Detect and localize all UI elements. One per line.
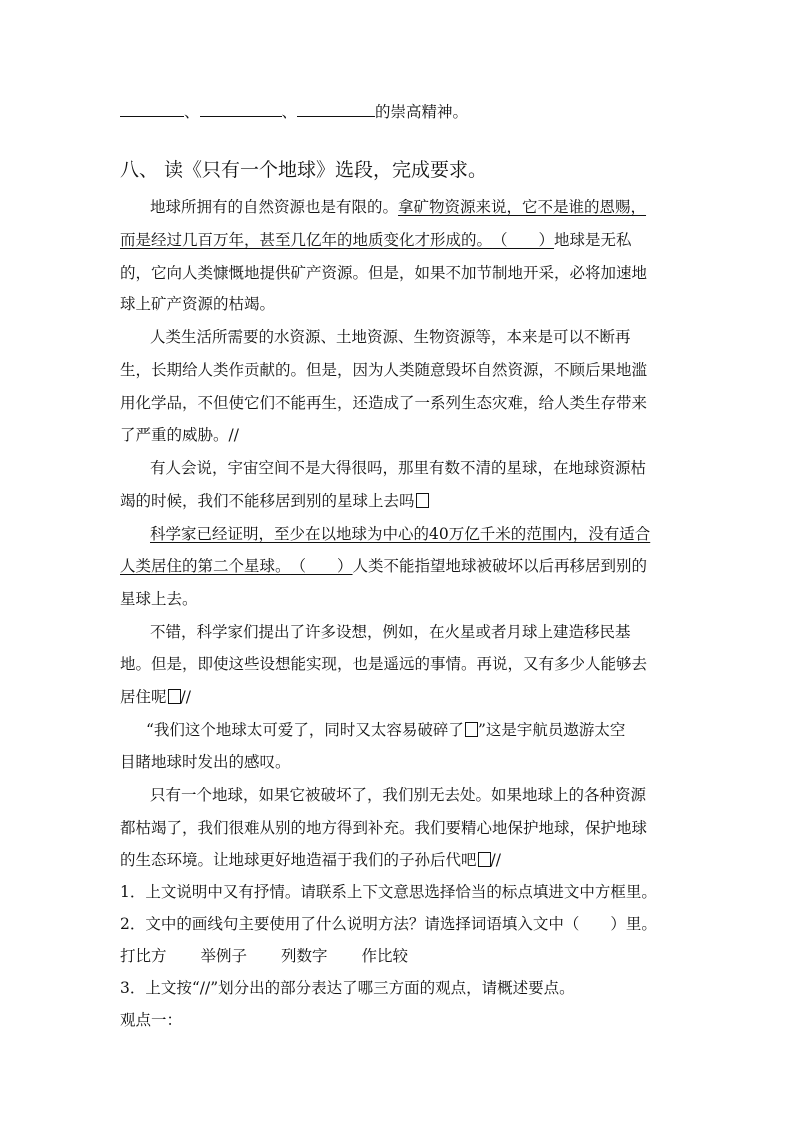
passage-line: 的，它向人类慷慨地提供矿产资源。但是，如果不加节制地开采，必将加速地	[120, 264, 648, 282]
passage-line: 生，长期给人类作贡献的。但是，因为人类随意毁坏自然资源，不顾后果地滥	[120, 361, 648, 379]
question-3: 3．上文按“//”划分出的部分表达了哪三方面的观点，请概述要点。	[120, 979, 575, 997]
passage-line	[120, 490, 674, 512]
passage-line: 只有一个地球，如果它被破坏了，我们别无去处。如果地球上的各种资源	[150, 786, 647, 804]
passage-text: ”这是宇航员遨游太空	[477, 721, 626, 739]
passage-line: 球上矿产资源的枯竭。	[120, 295, 276, 313]
separator: 、	[184, 103, 200, 121]
underlined-sentence: 科学家已经证明，至少在以地球为中心的40万亿千米的范围内，没有适合	[150, 525, 651, 543]
passage-line: 星球上去。	[120, 590, 198, 608]
passage-text: 的生态环境。让地球更好地造福于我们的子孙后代吧	[120, 851, 477, 869]
underlined-sentence: 拿矿物资源来说，它不是谁的恩赐，	[398, 198, 647, 216]
word-option: 打比方	[120, 947, 167, 965]
passage-line	[150, 523, 674, 545]
punctuation-box[interactable]	[478, 852, 491, 867]
passage-line: 地。但是，即使这些设想能实现，也是遥远的事情。再说，又有多少人能够去	[120, 655, 648, 673]
question-1: 1．上文说明中又有抒情。请联系上下文意思选择恰当的标点填进文中方框里。	[120, 883, 657, 901]
answer-blank-1[interactable]	[120, 102, 184, 117]
passage-line: 了严重的威胁。//	[120, 426, 239, 444]
punctuation-box[interactable]	[416, 493, 429, 508]
passage-text: 地球所拥有的自然资源也是有限的。	[150, 198, 399, 216]
passage-text: 竭的时候，我们不能移居到别的星球上去吗	[120, 492, 415, 510]
passage-line	[120, 686, 674, 708]
passage-text: 地球是无私	[554, 231, 632, 249]
passage-text: “我们这个地球太可爱了，同时又太容易破碎了	[146, 721, 464, 739]
passage-line: 目睹地球时发出的感叹。	[120, 753, 291, 771]
word-options	[120, 945, 674, 967]
passage-line	[150, 196, 674, 218]
word-option: 举例子	[200, 947, 248, 965]
fill-in-tail: 的崇高精神。	[375, 103, 469, 121]
answer-parentheses[interactable]: （ ）	[290, 557, 353, 575]
section-divider-mark: //	[180, 688, 191, 706]
passage-line	[146, 719, 674, 741]
passage-line	[120, 555, 674, 577]
answer-blank-3[interactable]	[297, 102, 375, 117]
punctuation-box[interactable]	[168, 689, 181, 704]
passage-text: 人类不能指望地球被破坏以后再移居到别的	[352, 557, 648, 575]
section-heading: 八、 读《只有一个地球》选段，完成要求。	[120, 159, 488, 181]
word-option: 列数字	[281, 947, 328, 965]
punctuation-box[interactable]	[465, 722, 478, 737]
viewpoint-one-label: 观点一：	[120, 1011, 183, 1029]
passage-line: 不错，科学家们提出了许多设想，例如，在火星或者月球上建造移民基	[150, 623, 631, 641]
passage-line: 有人会说，宇宙空间不是大得很吗，那里有数不清的星球，在地球资源枯	[150, 459, 647, 477]
answer-parentheses[interactable]: （ ）	[492, 231, 555, 249]
word-option: 作比较	[361, 947, 409, 965]
passage-line: 人类生活所需要的水资源、土地资源、生物资源等，本来是可以不断再	[150, 328, 631, 346]
passage-line: 都枯竭了，我们很难从别的地方得到补充。我们要精心地保护地球，保护地球	[120, 819, 648, 837]
separator: 、	[281, 103, 298, 121]
question-2: 2．文中的画线句主要使用了什么说明方法？请选择词语填入文中（ ）里。	[120, 915, 657, 933]
fill-in-line	[120, 101, 674, 123]
answer-blank-2[interactable]	[200, 102, 282, 117]
passage-line	[120, 229, 674, 251]
underlined-sentence: 而是经过几百万年，甚至几亿年的地质变化才形成的。	[120, 231, 493, 249]
underlined-sentence: 人类居住的第二个星球。	[120, 557, 291, 575]
section-divider-mark: //	[490, 851, 501, 869]
passage-line	[120, 849, 674, 871]
passage-line: 用化学品，不但使它们不能再生，还造成了一系列生态灾难，给人类生存带来	[120, 394, 648, 412]
passage-text: 居住呢	[120, 688, 167, 706]
